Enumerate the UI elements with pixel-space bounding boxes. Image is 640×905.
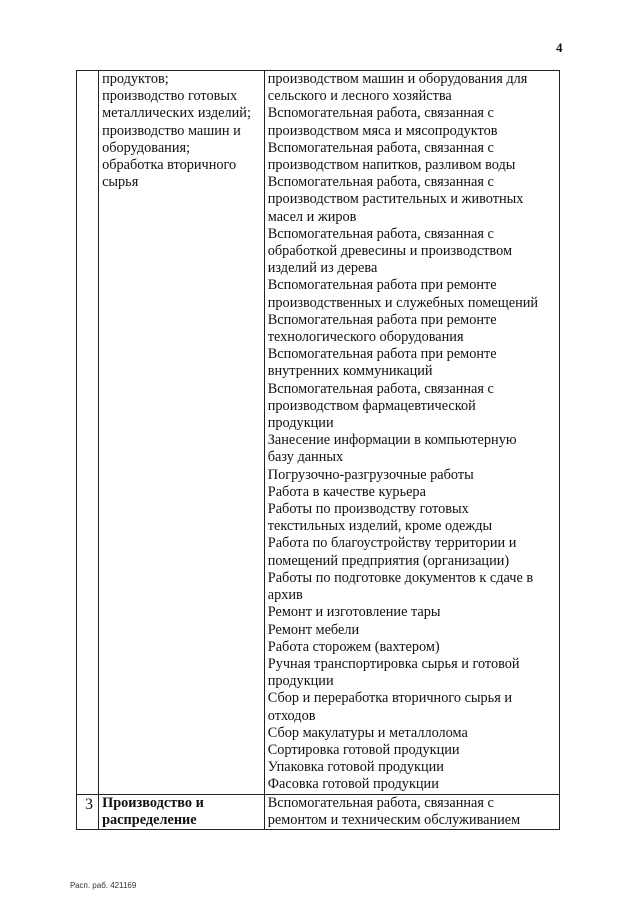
work-line: Ручная транспортировка сырья и готовой — [267, 655, 520, 672]
work-line: архив — [267, 587, 303, 604]
work-line: Вспомогательная работа, связанная с — [267, 380, 494, 397]
category-line: продуктов; — [102, 71, 169, 87]
work-line: Погрузочно-разгрузочные работы — [267, 466, 474, 483]
work-line: базу данных — [267, 449, 344, 466]
work-line: производством машин и оборудования для — [267, 71, 528, 87]
category-line: металлических изделий; — [102, 105, 251, 122]
work-line: внутренних коммуникаций — [267, 363, 433, 380]
work-line: сельского и лесного хозяйства — [267, 88, 452, 105]
work-line: отходов — [267, 707, 316, 724]
work-list-cell — [264, 794, 559, 829]
work-table — [76, 70, 560, 830]
work-line: Вспомогательная работа при ремонте — [267, 346, 497, 363]
work-line: Работа по благоустройству территории и — [267, 535, 517, 552]
work-line: Сбор макулатуры и металлолома — [267, 724, 468, 741]
work-line: Вспомогательная работа, связанная с — [267, 225, 494, 242]
category-line: оборудования; — [102, 139, 191, 156]
category-cell — [99, 794, 265, 829]
work-line: текстильных изделий, кроме одежды — [267, 518, 493, 535]
work-line: масел и жиров — [267, 208, 357, 225]
work-line: производственных и служебных помещений — [267, 294, 539, 311]
table-row — [77, 794, 560, 829]
work-line: технологического оборудования — [267, 329, 464, 346]
work-list-cell — [264, 71, 559, 795]
work-line: Вспомогательная работа при ремонте — [267, 311, 497, 328]
work-line: Вспомогательная работа, связанная с — [267, 139, 494, 156]
work-line: производством фармацевтической — [267, 397, 476, 414]
work-line: обработкой древесины и производством — [267, 243, 513, 260]
category-cell — [99, 71, 265, 795]
category-line: обработка вторичного — [102, 157, 237, 174]
work-line: Упаковка готовой продукции — [267, 759, 444, 776]
category-line: производство готовых — [102, 88, 238, 105]
table-row — [77, 71, 560, 795]
category-line: распределение — [102, 811, 197, 828]
work-line: Сортировка готовой продукции — [267, 741, 460, 758]
row-number: 3 — [85, 795, 94, 813]
work-line: продукции — [267, 415, 334, 432]
row-number-cell — [77, 71, 99, 795]
work-line: Работа сторожем (вахтером) — [267, 638, 440, 655]
work-line: продукции — [267, 673, 334, 690]
work-line: Вспомогательная работа при ремонте — [267, 277, 497, 294]
work-line: Работы по подготовке документов к сдаче в — [267, 569, 534, 586]
work-line: Работа в качестве курьера — [267, 483, 426, 500]
work-line: Работы по производству готовых — [267, 501, 469, 518]
work-line: ремонтом и техническим обслуживанием — [267, 811, 521, 828]
category-line: сырья — [102, 174, 139, 191]
row-number-cell — [77, 794, 99, 829]
work-line: Фасовка готовой продукции — [267, 776, 439, 793]
work-line: Вспомогательная работа, связанная с — [267, 105, 494, 122]
work-line: производством растительных и животных — [267, 191, 524, 208]
work-line: изделий из дерева — [267, 260, 378, 277]
work-line: помещений предприятия (организации) — [267, 552, 510, 569]
work-line: Ремонт мебели — [267, 621, 360, 638]
work-line: Вспомогательная работа, связанная с — [267, 794, 494, 811]
page-number: 4 — [556, 40, 563, 55]
category-line: производство машин и — [102, 122, 241, 139]
work-line: Вспомогательная работа, связанная с — [267, 174, 494, 191]
work-line: производством напитков, разливом воды — [267, 157, 516, 174]
work-line: Сбор и переработка вторичного сырья и — [267, 690, 512, 707]
category-line: Производство и — [102, 794, 204, 811]
work-line: Ремонт и изготовление тары — [267, 604, 441, 621]
document-footer: Расп. раб. 421169 — [70, 881, 137, 890]
work-line: Занесение информации в компьютерную — [267, 432, 517, 449]
work-line: производством мяса и мясопродуктов — [267, 122, 498, 139]
